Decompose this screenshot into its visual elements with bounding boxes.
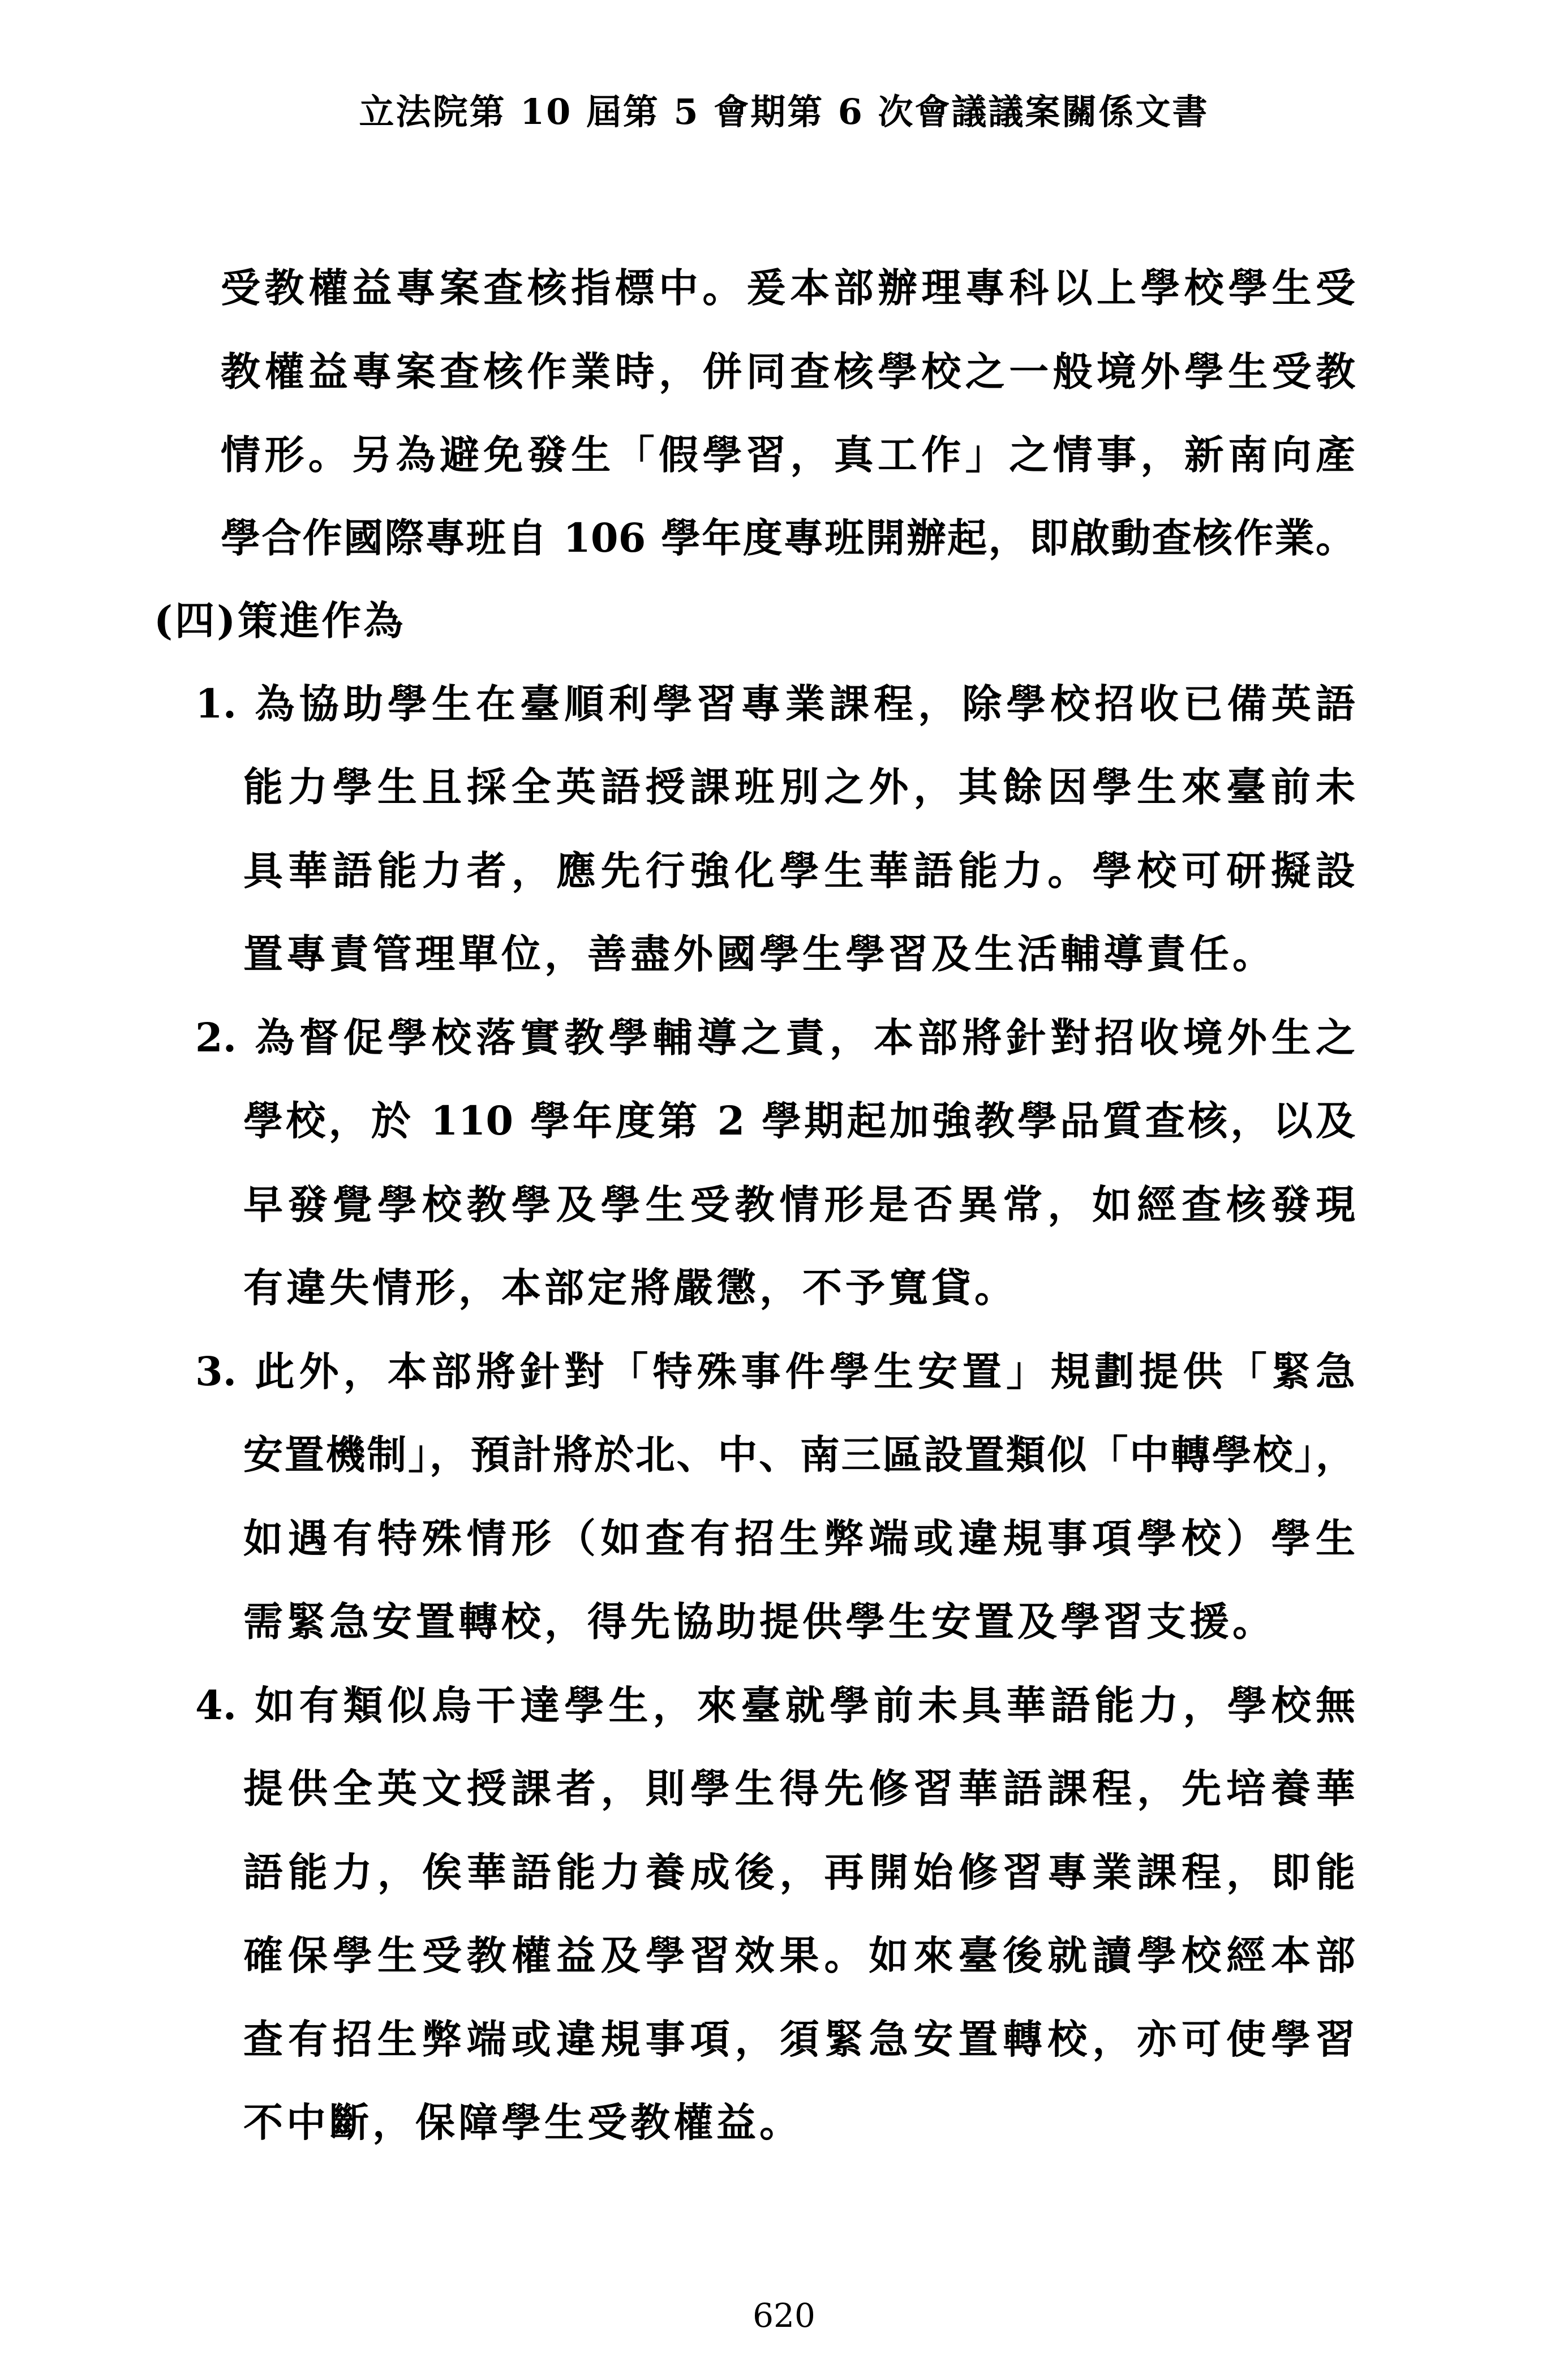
section-heading: (四)策進作為 (154, 597, 406, 644)
document-line: 2. 為督促學校落實教學輔導之責，本部將針對招收境外生之 (195, 1014, 1355, 1061)
document-line: 查有招生弊端或違規事項，須緊急安置轉校，亦可使學習 (243, 2016, 1355, 2063)
document-line: 早發覺學校教學及學生受教情形是否異常，如經查核發現 (243, 1181, 1355, 1228)
document-line: 安置機制」，預計將於北、中、南三區設置類似「中轉學校」， (243, 1431, 1355, 1478)
document-line: 1. 為協助學生在臺順利學習專業課程，除學校招收已備英語 (195, 680, 1355, 727)
document-line: 能力學生且採全英語授課班別之外，其餘因學生來臺前未 (243, 763, 1355, 810)
document-line: 學合作國際專班自 106 學年度專班開辦起，即啟動查核作業。 (221, 514, 1355, 561)
document-line: 受教權益專案查核指標中。爰本部辦理專科以上學校學生受 (221, 264, 1355, 311)
document-line: 具華語能力者，應先行強化學生華語能力。學校可研擬設 (243, 847, 1355, 894)
document-line: 4. 如有類似烏干達學生，來臺就學前未具華語能力，學校無 (195, 1682, 1355, 1729)
document-line: 教權益專案查核作業時，併同查核學校之一般境外學生受教 (221, 348, 1355, 395)
document-line: 確保學生受教權益及學習效果。如來臺後就讀學校經本部 (243, 1932, 1355, 1979)
document-line: 提供全英文授課者，則學生得先修習華語課程，先培養華 (243, 1765, 1355, 1812)
document-line: 學校，於 110 學年度第 2 學期起加強教學品質查核，以及 (243, 1097, 1355, 1144)
document-line: 語能力，俟華語能力養成後，再開始修習專業課程，即能 (243, 1849, 1355, 1896)
document-header-title: 立法院第 10 屆第 5 會期第 6 次會議議案關係文書 (359, 91, 1209, 132)
document-line: 情形。另為避免發生「假學習，真工作」之情事，新南向產 (221, 431, 1355, 478)
document-line: 3. 此外，本部將針對「特殊事件學生安置」規劃提供「緊急 (195, 1348, 1355, 1395)
page-number: 620 (753, 2296, 815, 2335)
document-line: 不中斷，保障學生受教權益。 (243, 2099, 802, 2146)
document-line: 如遇有特殊情形（如查有招生弊端或違規事項學校）學生 (243, 1515, 1355, 1562)
document-line: 置專責管理單位，善盡外國學生學習及生活輔導責任。 (243, 930, 1275, 977)
document-line: 有違失情形，本部定將嚴懲，不予寬貸。 (243, 1264, 1017, 1311)
document-line: 需緊急安置轉校，得先協助提供學生安置及學習支援。 (243, 1598, 1275, 1645)
